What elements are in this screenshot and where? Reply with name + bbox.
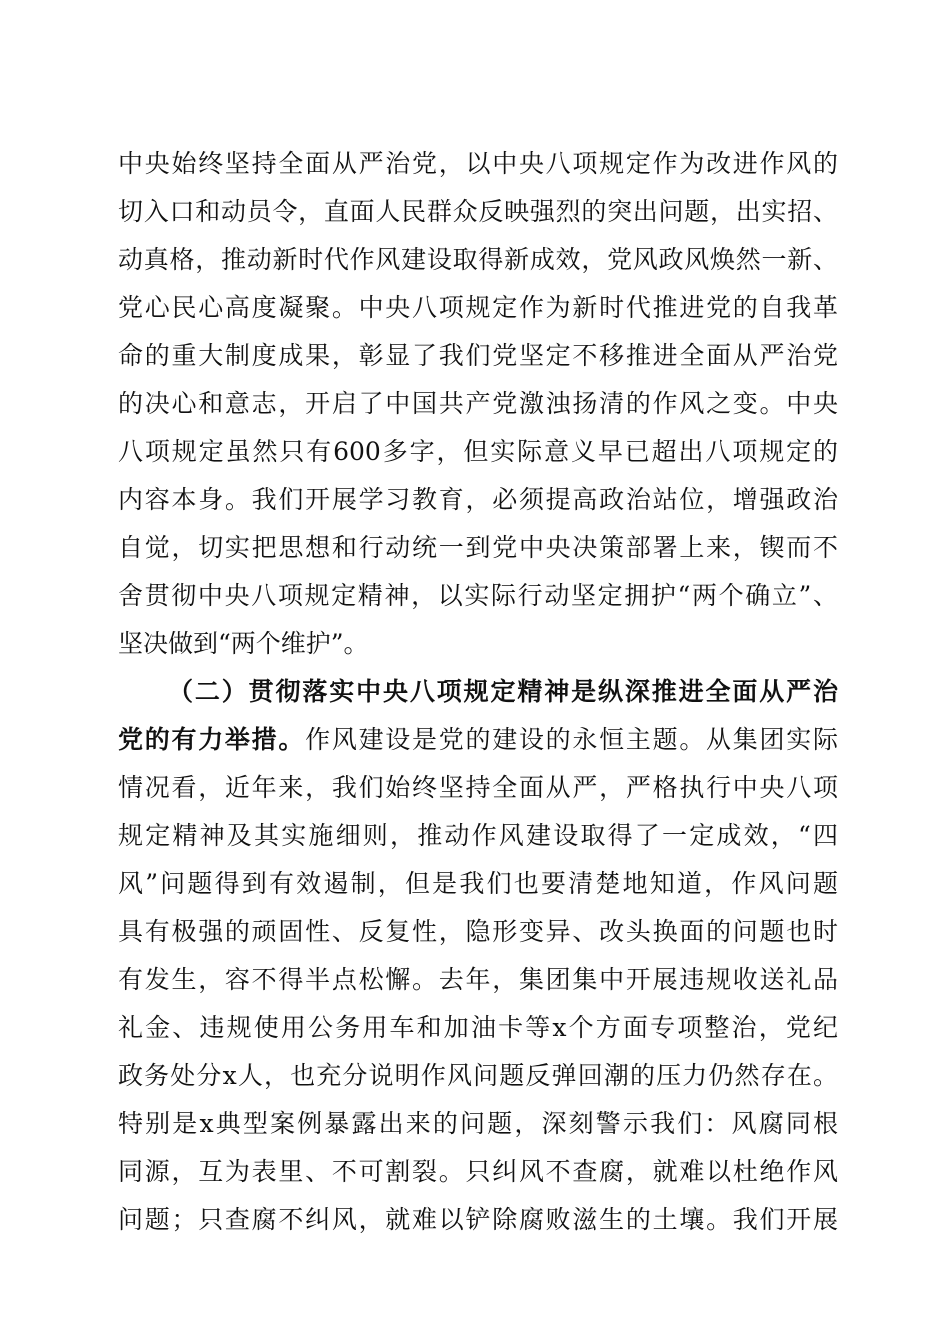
line-text: 风”问题得到有效遏制，但是我们也要清楚地知道，作风问题 [118, 869, 838, 898]
line-text: 中央始终坚持全面从严治党，以中央八项规定作为改进作风的 [118, 149, 838, 178]
section-heading-line [118, 668, 838, 716]
text-line [118, 1148, 838, 1196]
text-line [118, 812, 838, 860]
line-text: 党心民心高度凝聚。中央八项规定作为新时代推进党的自我革 [118, 293, 838, 322]
line-text: 内容本身。我们开展学习教育，必须提高政治站位，增强政治 [118, 485, 838, 514]
text-line [118, 716, 838, 764]
line-text: 动真格，推动新时代作风建设取得新成效，党风政风焕然一新、 [118, 245, 838, 274]
line-text: 切入口和动员令，直面人民群众反映强烈的突出问题，出实招、 [118, 197, 838, 226]
line-text: 舍贯彻中央八项规定精神，以实际行动坚定拥护“两个确立”、 [118, 581, 838, 610]
line-text: 政务处分x人，也充分说明作风问题反弹回潮的压力仍然存在。 [118, 1061, 838, 1090]
document-body [118, 140, 838, 1244]
line-text: 情况看，近年来，我们始终坚持全面从严，严格执行中央八项 [118, 773, 838, 802]
text-line [118, 1052, 838, 1100]
line-text: 八项规定虽然只有600多字，但实际意义早已超出八项规定的 [118, 437, 838, 466]
section-heading-end: 党的有力举措。 [118, 725, 306, 754]
text-line [118, 188, 838, 236]
text-line [118, 380, 838, 428]
text-line [118, 332, 838, 380]
line-text: 自觉，切实把思想和行动统一到党中央决策部署上来，锲而不 [118, 533, 838, 562]
line-text: 的决心和意志，开启了中国共产党激浊扬清的作风之变。中央 [118, 389, 838, 418]
text-line [118, 764, 838, 812]
text-line [118, 236, 838, 284]
line-text: 具有极强的顽固性、反复性，隐形变异、改头换面的问题也时 [118, 917, 838, 946]
text-line [118, 1100, 838, 1148]
line-text: 坚决做到“两个维护”。 [118, 629, 369, 658]
line-text: 问题；只查腐不纠风，就难以铲除腐败滋生的土壤。我们开展 [118, 1205, 838, 1234]
text-line [118, 572, 838, 620]
text-line [118, 1004, 838, 1052]
text-line [118, 476, 838, 524]
text-line [118, 860, 838, 908]
text-line [118, 428, 838, 476]
line-text: 同源，互为表里、不可割裂。只纠风不查腐，就难以杜绝作风 [118, 1157, 838, 1186]
text-line [118, 908, 838, 956]
line-text: 规定精神及其实施细则，推动作风建设取得了一定成效，“四 [118, 821, 838, 850]
text-line [118, 284, 838, 332]
text-line [118, 956, 838, 1004]
line-text: 作风建设是党的建设的永恒主题。从集团实际 [305, 725, 838, 754]
text-line [118, 620, 838, 668]
line-text: 有发生，容不得半点松懈。去年，集团集中开展违规收送礼品 [118, 965, 838, 994]
line-text: 命的重大制度成果，彰显了我们党坚定不移推进全面从严治党 [118, 341, 838, 370]
section-heading: （二）贯彻落实中央八项规定精神是纵深推进全面从严治 [168, 677, 838, 706]
text-line [118, 140, 838, 188]
line-text: 特别是x典型案例暴露出来的问题，深刻警示我们：风腐同根 [118, 1109, 838, 1138]
line-text: 礼金、违规使用公务用车和加油卡等x个方面专项整治，党纪 [118, 1013, 838, 1042]
text-line [118, 524, 838, 572]
text-line [118, 1196, 838, 1244]
